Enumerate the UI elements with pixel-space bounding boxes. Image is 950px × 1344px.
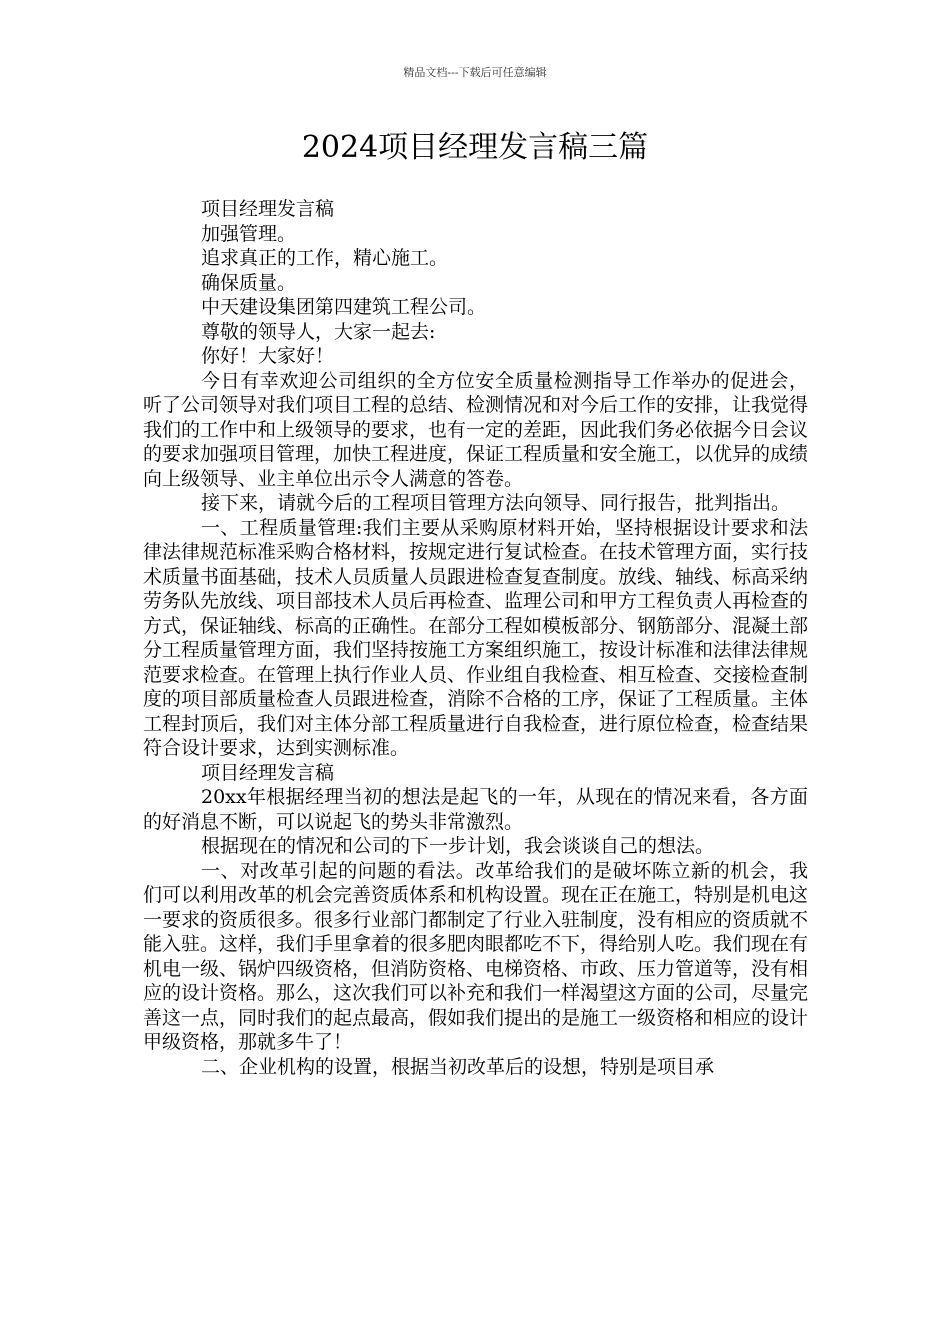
document-title: 2024项目经理发言稿三篇 [301,130,649,165]
paragraph: 一、对改革引起的问题的看法。改革给我们的是破坏陈立新的机会，我们可以利用改革的机会完善资质体系和机构设置。现在正在施工，特别是机电这一要求的资质很多。很多行业部门都制定了行业入驻制度，没有相应的资质就不能入驻。这样，我们手里拿着的很多肥肉眼都吃不下，得给别人吃。我们现在有机电一级、锅炉四级资格，但消防资格、电梯资格、市政、压力管道等，没有相应的设计资格。那么，这次我们可以补充和我们一样渴望这方面的公司，尽量完善这一点，同时我们的起点最高，假如我们提出的是施工一级资格和相应的设计甲级资格，那就多牛了！ [143,859,809,1053]
paragraph: 接下来，请就今后的工程项目管理方法向领导、同行报告，批判指出。 [201,492,791,514]
document-body [143,197,808,1079]
paragraph: 今日有幸欢迎公司组织的全方位安全质量检测指导工作举办的促进会，听了公司领导对我们项目工程的总结、检测情况和对今后工作的安排，让我觉得我们的工作中和上级领导的要求，也有一定的差距，因此我们务必依据今日会议的要求加强项目管理，加快工程进度，保证工程质量和安全施工，以优异的成绩向上级领导、业主单位出示令人满意的答卷。 [143,369,809,490]
paragraph: 项目经理发言稿 [201,761,335,784]
header-note: 精品文档---下载后可任意编辑 [403,66,547,79]
paragraph: 确保质量。 [201,271,297,294]
paragraph: 项目经理发言稿 [201,198,335,220]
paragraph: 追求真正的工作，精心施工。 [201,247,449,269]
paragraph: 根据现在的情况和公司的下一步计划，我会谈谈自己的想法。 [201,835,715,857]
paragraph: 20xx年根据经理当初的想法是起飞的一年，从现在的情况来看，各方面的好消息不断，可以说起飞的势头非常激烈。 [143,786,808,833]
paragraph: 一、工程质量管理:我们主要从采购原材料开始，坚持根据设计要求和法律法律规范标准采购合格材料，按规定进行复试检查。在技术管理方面，实行技术质量书面基础，技术人员质量人员跟进检查复查制度。放线、轴线、标高采纳劳务队先放线、项目部技术人员后再检查、监理公司和甲方工程负责人再检查的方式，保证轴线、标高的正确性。在部分工程如模板部分、钢筋部分、混凝土部分工程质量管理方面，我们坚持按施工方案组织施工，按设计标准和法律法律规范要求检查。在管理上执行作业人员、作业组自我检查、相互检查、交接检查制度的项目部质量检查人员跟进检查，消除不合格的工序，保证了工程质量。主体工程封顶后，我们对主体分部工程质量进行自我检查，进行原位检查，检查结果符合设计要求，达到实测标准。 [143,516,809,759]
paragraph: 二、企业机构的设置，根据当初改革后的设想，特别是项目承 [201,1055,715,1078]
paragraph: 尊敬的领导人，大家一起去: [201,320,436,343]
paragraph: 中天建设集团第四建筑工程公司。 [201,296,487,318]
paragraph: 你好！大家好！ [201,345,335,367]
paragraph: 加强管理。 [201,222,297,245]
